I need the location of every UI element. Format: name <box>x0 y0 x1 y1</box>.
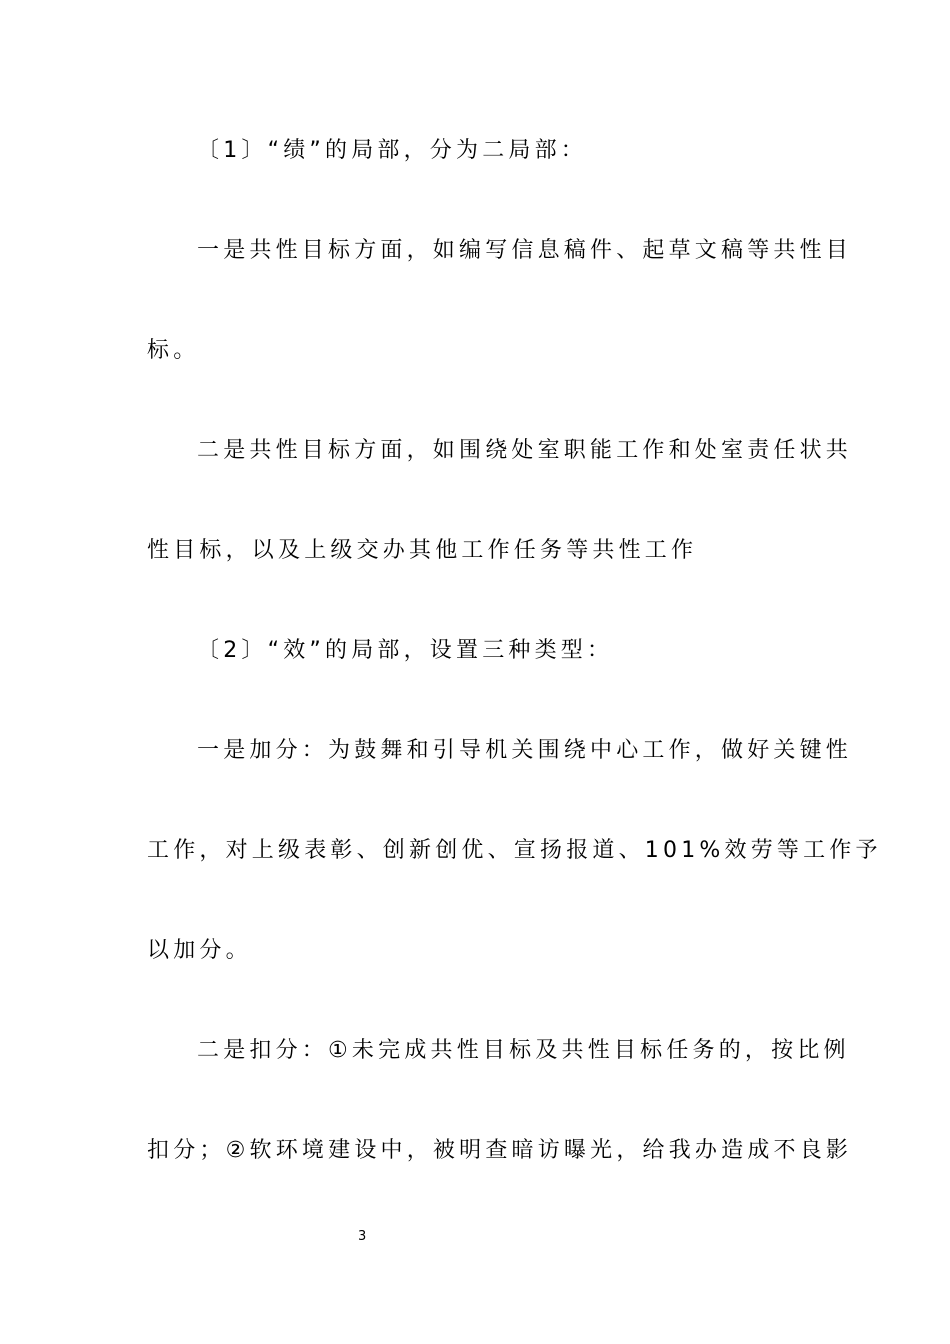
paragraph-line-2: 一是共性目标方面，如编写信息稿件、起草文稿等共性目 <box>197 238 853 263</box>
paragraph-line-4: 二是共性目标方面，如围绕处室职能工作和处室责任状共 <box>197 438 853 463</box>
paragraph-line-8: 工作，对上级表彰、创新创优、宣扬报道、101%效劳等工作予 <box>147 838 882 863</box>
paragraph-line-9: 以加分。 <box>147 938 252 963</box>
page-number: 3 <box>358 1229 367 1244</box>
paragraph-line-10: 二是扣分：①未完成共性目标及共性目标任务的，按比例 <box>197 1038 850 1063</box>
paragraph-line-6: 〔2〕“效”的局部，设置三种类型： <box>197 638 614 663</box>
paragraph-line-5: 性目标，以及上级交办其他工作任务等共性工作 <box>147 538 698 563</box>
paragraph-line-7: 一是加分：为鼓舞和引导机关围绕中心工作，做好关键性 <box>197 738 853 763</box>
paragraph-line-3: 标。 <box>147 338 200 363</box>
paragraph-line-11: 扣分；②软环境建设中，被明查暗访曝光，给我办造成不良影 <box>147 1138 853 1163</box>
paragraph-line-1: 〔1〕“绩”的局部，分为二局部： <box>197 138 587 163</box>
